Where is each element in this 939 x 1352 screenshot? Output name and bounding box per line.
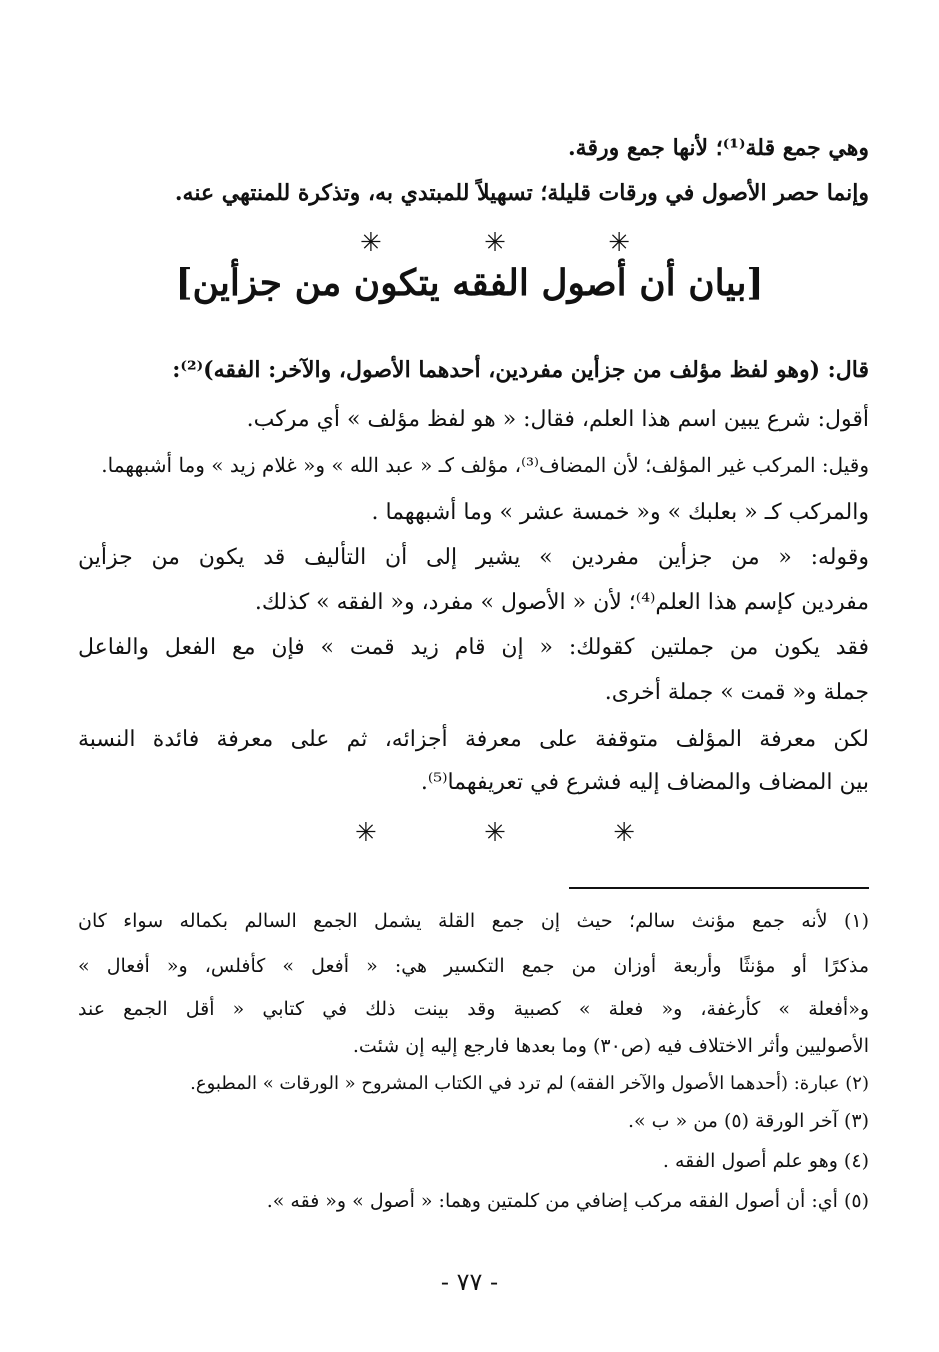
footnote-line-3: و«أفعلة » كأرغفة، و« فعلة » كصبية وقد بينت ذلك في كتابي « أقل الجمع عند bbox=[78, 998, 869, 1020]
text-line-4: والمركب كـ « بعلبك » و« خمسة عشر » وما أشبههما . bbox=[371, 500, 869, 525]
text-line-2: أقول: شرع يبين اسم هذا العلم، فقال: « هو لفظ مؤلف » أي مركب. bbox=[246, 407, 869, 432]
closing-separator bbox=[355, 818, 635, 848]
footnote-divider bbox=[569, 887, 869, 889]
separator-star: ✳ bbox=[360, 228, 382, 258]
text-line-10: بين المضاف والمضاف إليه فشرع في تعريفهما⁽⁵⁾. bbox=[420, 770, 869, 795]
text-line-5: وقوله: « من جزأين مفردين » يشير إلى أن التأليف قد يكون من جزأين bbox=[78, 545, 869, 570]
footnote-line-7: (٤) وهو علم أصول الفقه . bbox=[662, 1150, 869, 1172]
text-line-6: مفردين كإسم هذا العلم⁽⁴⁾؛ لأن « الأصول » مفرد، و« الفقه » كذلك. bbox=[254, 590, 869, 615]
text-line-9: لكن معرفة المؤلف متوقفة على معرفة أجزائه، ثم على معرفة فائدة النسبة bbox=[78, 727, 869, 752]
section-separator bbox=[360, 228, 630, 258]
footnote-line-5: (٢) عبارة: (أحدهما الأصول والآخر الفقه) لم ترد في الكتاب المشروح « الورقات » المطبوع. bbox=[190, 1073, 869, 1094]
footnote-line-6: (٣) آخر الورقة (٥) من « ب ». bbox=[627, 1110, 869, 1132]
page-number: - ٧٧ - bbox=[440, 1268, 499, 1296]
text-line-8: جملة و« قمت » جملة أخرى. bbox=[604, 680, 869, 705]
footnote-line-1: (١) لأنه جمع مؤنث سالم؛ حيث إن جمع القلة يشمل الجمع السالم بكماله سواء كان bbox=[78, 910, 869, 932]
section-title: [بيان أن أصول الفقه يتكون من جزأين] bbox=[175, 262, 764, 304]
separator-star: ✳ bbox=[608, 228, 630, 258]
separator-star: ✳ bbox=[484, 818, 506, 848]
body-line-1: وهي جمع قلة⁽¹⁾؛ لأنها جمع ورقة. bbox=[568, 135, 869, 161]
text-line-1: قال: (وهو لفظ مؤلف من جزأين مفردين، أحدهما الأصول، والآخر: الفقه)⁽²⁾: bbox=[172, 357, 869, 383]
separator-star: ✳ bbox=[484, 228, 506, 258]
separator-star: ✳ bbox=[355, 818, 377, 848]
separator-star: ✳ bbox=[613, 818, 635, 848]
footnote-line-4: الأصوليين وأثر الاختلاف فيه (ص٣٠) وما بعدها فارجع إليه إن شئت. bbox=[352, 1035, 869, 1057]
footnote-line-2: مذكرًا أو مؤنثًا وأربعة أوزان من جمع التكسير هي: « أفعل » كأفلس، و« أفعال » bbox=[78, 955, 869, 977]
body-line-2: وإنما حصر الأصول في ورقات قليلة؛ تسهيلاً للمبتدي به، وتذكرة للمنتهي عنه. bbox=[174, 180, 869, 206]
text-line-3: وقيل: المركب غير المؤلف؛ لأن المضاف⁽³⁾، مؤلف كـ « عبد الله » و« غلام زيد » وما أشبههما. bbox=[101, 453, 869, 477]
footnote-line-8: (٥) أي: أن أصول الفقه مركب إضافي من كلمتين وهما: « أصول » و« فقه ». bbox=[266, 1190, 869, 1212]
text-line-7: فقد يكون من جملتين كقولك: « إن قام زيد قمت » فإن مع الفعل والفاعل bbox=[78, 635, 869, 660]
